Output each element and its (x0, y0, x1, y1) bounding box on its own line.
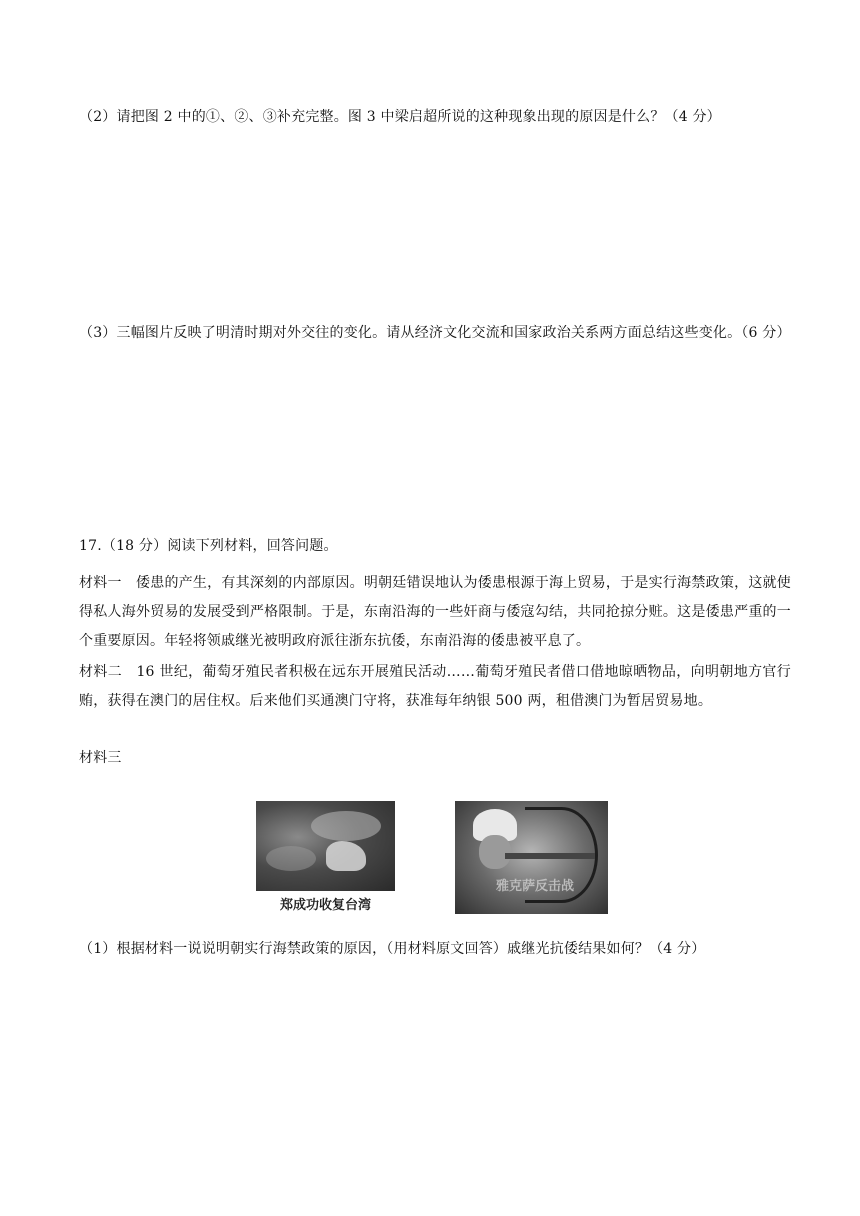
question-2: （2）请把图 2 中的①、②、③补充完整。图 3 中梁启超所说的这种现象出现的原因是什么？（4 分） (79, 109, 721, 125)
figure-caption: 雅克萨反击战 (495, 879, 574, 894)
material-2: 材料二 16 世纪，葡萄牙殖民者积极在远东开展殖民活动……葡萄牙殖民者借口借地晾晒物品，向明朝地方官行贿，获得在澳门的居住权。后来他们买通澳门守将，获准每年纳银 500 两，租借澳门为暂居贸易地。 (79, 664, 791, 709)
arm-shape (505, 853, 595, 859)
cloud-shape (266, 846, 316, 871)
material-1: 材料一 倭患的产生，有其深刻的内部原因。明朝廷错误地认为倭患根源于海上贸易，于是实行海禁政策，这就使得私人海外贸易的发展受到严格限制。于是，东南沿海的一些奸商与倭寇勾结，共同抢掠分赃。这是倭患严重的一个重要原因。年轻将领戚继光被明政府派往浙东抗倭，东南沿海的倭患被平息了。 (79, 575, 791, 649)
figure-zheng-chenggong-image (256, 801, 395, 891)
archer-face-shape (479, 835, 511, 869)
figure-zheng-chenggong (256, 801, 395, 916)
material-3-label: 材料三 (79, 750, 122, 766)
question-3: （3）三幅图片反映了明清时期对外交往的变化。请从经济文化交流和国家政治关系两方面总结这些变化。（6 分） (79, 325, 791, 341)
question-17-header: 17.（18 分）阅读下列材料，回答问题。 (79, 538, 338, 554)
question-17-1: （1）根据材料一说说明朝实行海禁政策的原因，（用材料原文回答）戚继光抗倭结果如何？（4 分） (79, 941, 706, 957)
figure-caption: 郑成功收复台湾 (279, 898, 371, 913)
cloud-shape (311, 811, 381, 841)
horse-shape (326, 841, 366, 871)
figure-yakesa (455, 801, 608, 914)
